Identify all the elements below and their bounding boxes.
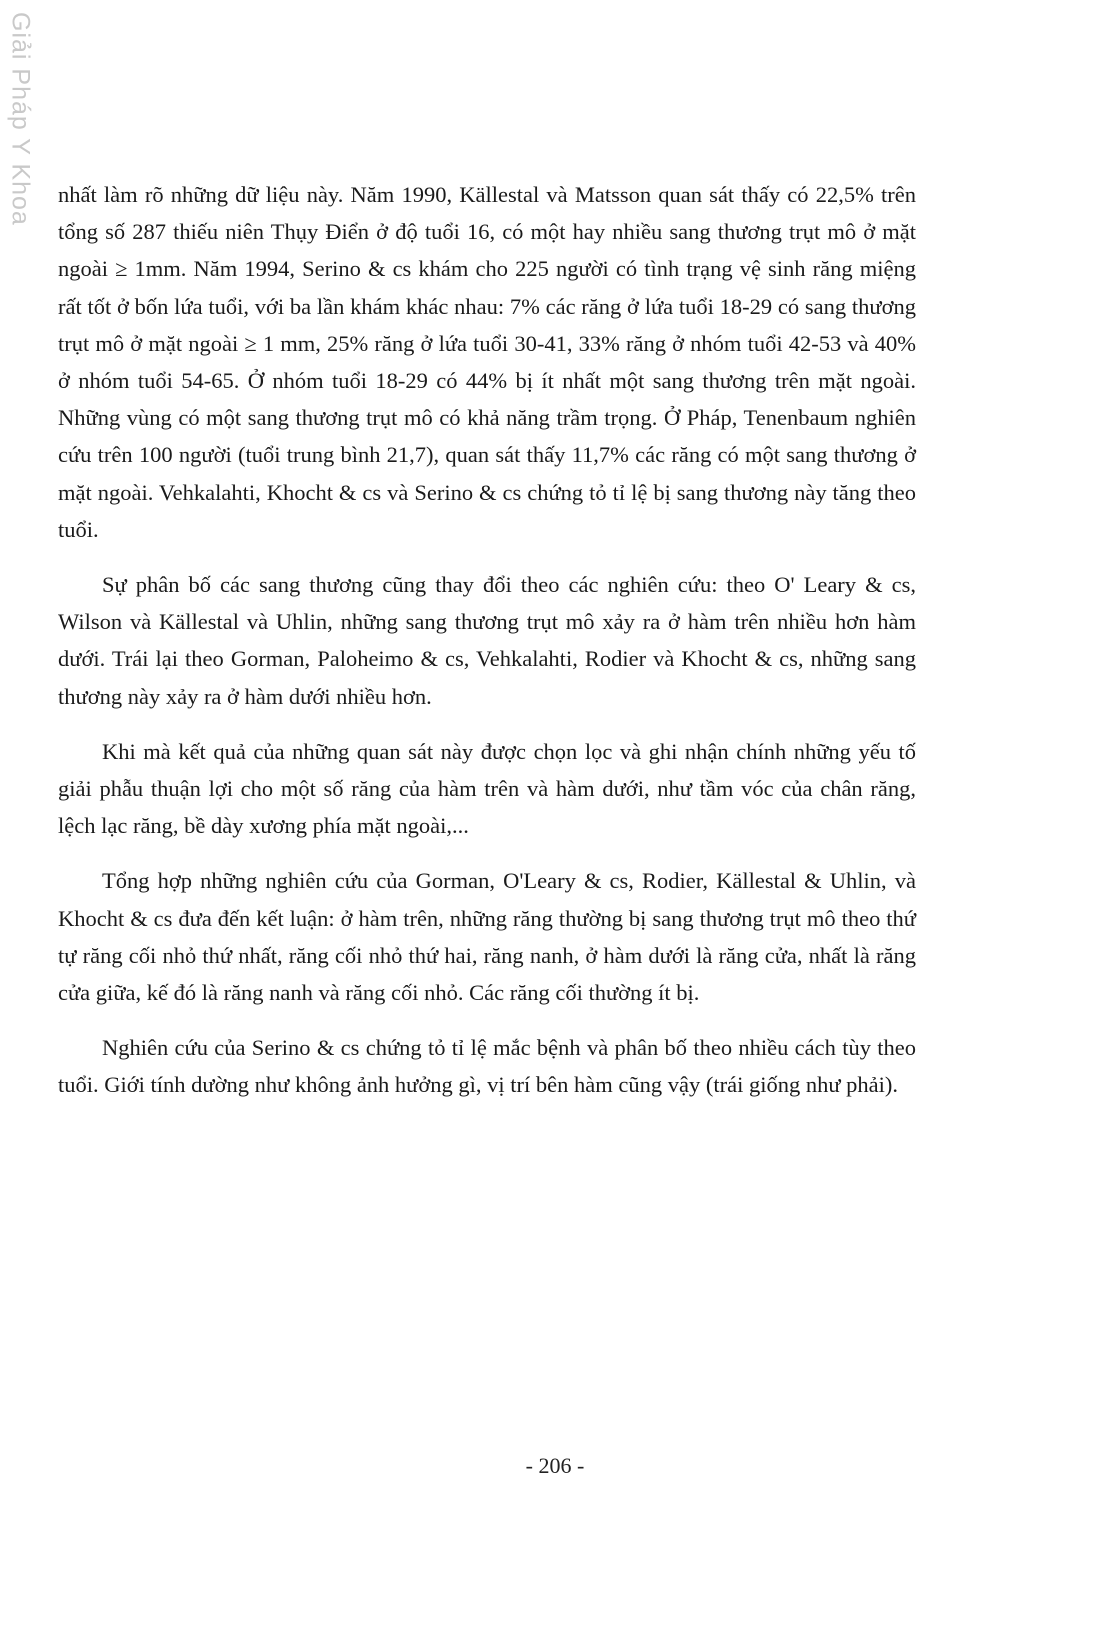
page-body — [58, 176, 916, 1122]
page-number: - 206 - — [525, 1453, 585, 1478]
paragraph-4: Tổng hợp những nghiên cứu của Gorman, O'Leary & cs, Rodier, Källestal & Uhlin, và Khocht & cs đưa đến kết luận: ở hàm trên, những răng thường bị sang thương trụt mô theo thứ tự răng cối nhỏ thứ nhất, răng cối nhỏ thứ hai, răng nanh, ở hàm dưới là răng cửa, nhất là răng cửa giữa, kế đó là răng nanh và răng cối nhỏ. Các răng cối thường ít bị. — [58, 868, 916, 1006]
paragraph-5: Nghiên cứu của Serino & cs chứng tỏ tỉ lệ mắc bệnh và phân bố theo nhiều cách tùy theo tuổi. Giới tính dường như không ảnh hưởng gì, vị trí bên hàm cũng vậy (trái giống như phải). — [58, 1035, 916, 1098]
paragraph-1: nhất làm rõ những dữ liệu này. Năm 1990, Källestal và Matsson quan sát thấy có 22,5% trên tổng số 287 thiếu niên Thụy Điển ở độ tuổi 16, có một hay nhiều sang thương trụt mô ở mặt ngoài ≥ 1mm. Năm 1994, Serino & cs khám cho 225 người có tình trạng vệ sinh răng miệng rất tốt ở bốn lứa tuổi, với ba lần khám khác nhau: 7% các răng ở lứa tuổi 18-29 có sang thương trụt mô ở mặt ngoài ≥ 1 mm, 25% răng ở lứa tuổi 30-41, 33% răng ở nhóm tuổi 42-53 và 40% ở nhóm tuổi 54-65. Ở nhóm tuổi 18-29 có 44% bị ít nhất một sang thương trên mặt ngoài. Những vùng có một sang thương trụt mô có khả năng trầm trọng. Ở Pháp, Tenenbaum nghiên cứu trên 100 người (tuổi trung bình 21,7), quan sát thấy 11,7% các răng có một sang thương ở mặt ngoài. Vehkalahti, Khocht & cs và Serino & cs chứng tỏ tỉ lệ bị sang thương này tăng theo tuổi. — [58, 182, 916, 542]
watermark — [4, 12, 36, 226]
paragraph-3: Khi mà kết quả của những quan sát này được chọn lọc và ghi nhận chính những yếu tố giải phẫu thuận lợi cho một số răng của hàm trên và hàm dưới, như tầm vóc của chân răng, lệch lạc răng, bề dày xương phía mặt ngoài,... — [58, 738, 916, 839]
paragraph-2: Sự phân bố các sang thương cũng thay đổi theo các nghiên cứu: theo O' Leary & cs, Wilson và Källestal và Uhlin, những sang thương trụt mô xảy ra ở hàm trên nhiều hơn hàm dưới. Trái lại theo Gorman, Paloheimo & cs, Vehkalahti, Rodier và Khocht & cs, những sang thương này xảy ra ở hàm dưới nhiều hơn. — [58, 572, 916, 709]
watermark-text: Giải Pháp Y Khoa — [6, 12, 35, 226]
